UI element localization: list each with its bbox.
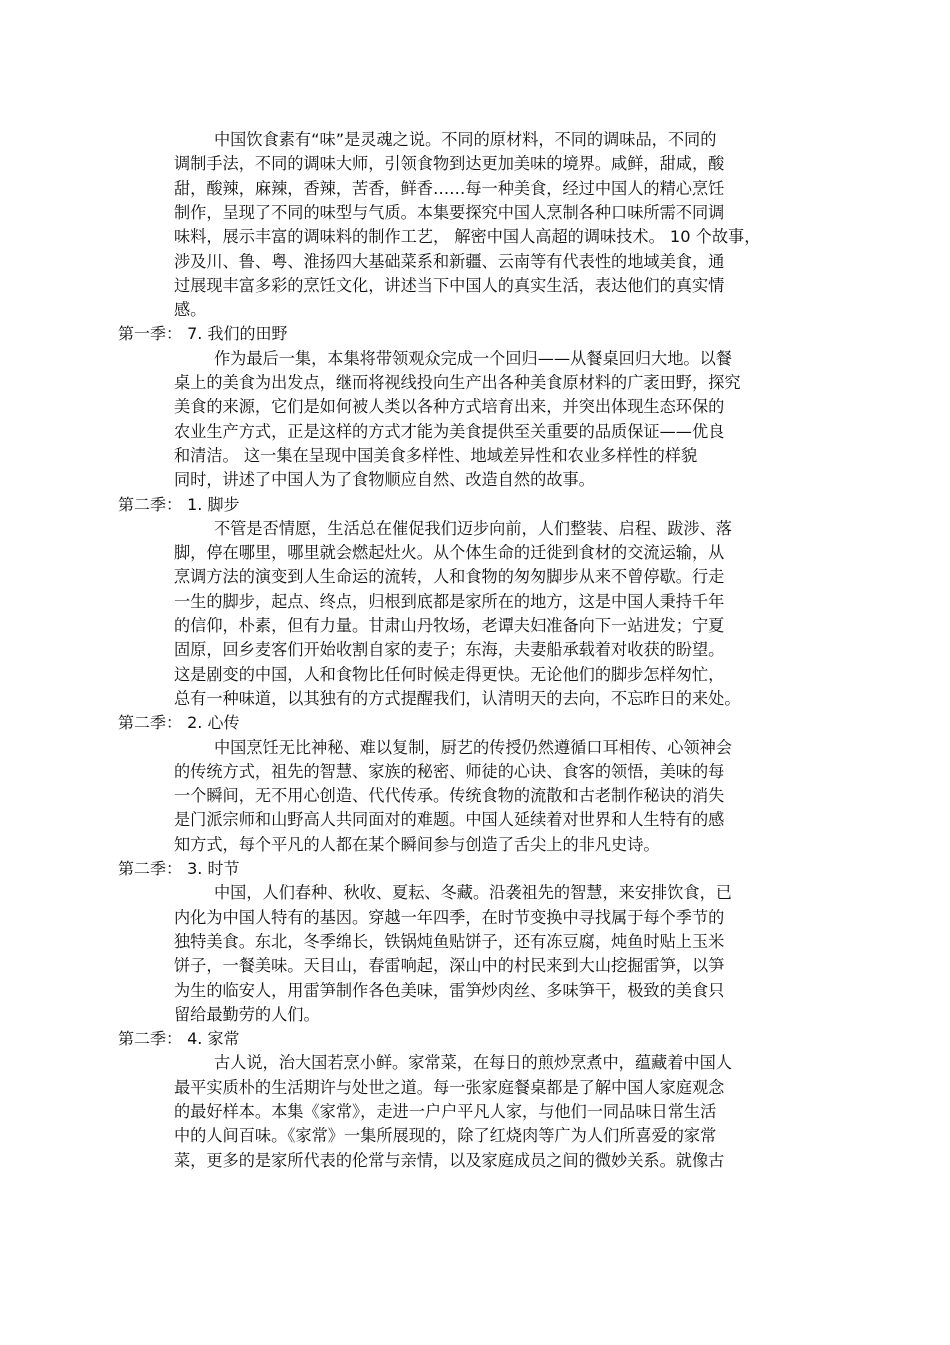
paragraph-line: 饼子，一餐美味。天目山，春雷响起，深山中的村民来到大山挖掘雷笋，以笋 [174, 956, 725, 976]
paragraph-line: 味料，展示丰富的调味料的制作工艺， 解密中国人高超的调味技术。 10 个故事， [174, 227, 761, 247]
paragraph-line: 同时，讲述了中国人为了食物顺应自然、改造自然的故事。 [174, 470, 595, 490]
paragraph-line: 中的人间百味。《家常》一集所展现的，除了红烧肉等广为人们所喜爱的家常 [174, 1126, 717, 1146]
paragraph-line: 是门派宗师和山野高人共同面对的难题。中国人延续着对世界和人生特有的感 [174, 810, 725, 830]
paragraph-line: 的传统方式，祖先的智慧、家族的秘密、师徒的心诀、食客的领悟，美味的每 [174, 761, 725, 781]
paragraph-line: 和清洁。 这一集在呈现中国美食多样性、地域差异性和农业多样性的样貌 [174, 445, 698, 465]
paragraph-line: 这是剧变的中国，人和食物比任何时候走得更快。无论他们的脚步怎样匆忙， [174, 664, 725, 684]
paragraph-line: 内化为中国人特有的基因。穿越一年四季，在时节变换中寻找属于每个季节的 [174, 907, 725, 927]
paragraph-line: 最平实质朴的生活期许与处世之道。每一张家庭餐桌都是了解中国人家庭观念 [174, 1077, 725, 1097]
paragraph-line: 的信仰，朴素，但有力量。甘肃山丹牧场，老谭夫妇准备向下一站进发；宁夏 [174, 616, 725, 635]
paragraph-line: 独特美食。东北，冬季绵长，铁锅炖鱼贴饼子，还有冻豆腐，炖鱼时贴上玉米 [174, 931, 725, 951]
paragraph-line: 不管是否情愿，生活总在催促我们迈步向前，人们整装、启程、跋涉、落 [214, 518, 732, 538]
paragraph-line: 烹调方法的演变到人生命运的流转，人和食物的匆匆脚步从来不曾停歇。行走 [174, 567, 725, 587]
paragraph-line: 美食的来源，它们是如何被人类以各种方式培育出来，并突出体现生态环保的 [174, 397, 725, 417]
paragraph-line: 脚，停在哪里，哪里就会燃起灶火。从个体生命的迁徙到食材的交流运输，从 [174, 543, 725, 563]
paragraph-line: 甜，酸辣，麻辣，香辣，苦香，鲜香……每一种美食，经过中国人的精心烹饪 [174, 178, 725, 198]
paragraph-line: 桌上的美食为出发点，继而将视线投向生产出各种美食原材料的广袤田野，探究 [174, 373, 741, 392]
paragraph-line: 中国饮食素有“味”是灵魂之说。不同的原材料，不同的调味品，不同的 [214, 130, 717, 149]
section-heading: 第二季： 2. 心传 [118, 713, 240, 733]
paragraph-line: 涉及川、鲁、粤、淮扬四大基础菜系和新疆、云南等有代表性的地域美食，通 [174, 251, 725, 271]
paragraph-line: 留给最勤劳的人们。 [174, 1004, 320, 1024]
section-heading: 第二季： 4. 家常 [118, 1029, 240, 1049]
section-heading: 第二季： 3. 时节 [118, 859, 240, 878]
paragraph-line: 知方式，每个平凡的人都在某个瞬间参与创造了舌尖上的非凡史诗。 [174, 834, 660, 854]
paragraph-line: 菜，更多的是家所代表的伦常与亲情，以及家庭成员之间的微妙关系。就像古 [174, 1150, 725, 1170]
paragraph-line: 为生的临安人，用雷笋制作各色美味，雷笋炒肉丝、多味笋干，极致的美食只 [174, 980, 725, 1000]
paragraph-line: 一个瞬间，无不用心创造、代代传承。传统食物的流散和古老制作秘诀的消失 [174, 786, 725, 806]
paragraph-line: 作为最后一集，本集将带领观众完成一个回归——从餐桌回归大地。以餐 [214, 348, 732, 368]
paragraph-line: 中国，人们春种、秋收、夏耘、冬藏。沿袭祖先的智慧，来安排饮食，已 [214, 883, 732, 903]
paragraph-line: 总有一种味道，以其独有的方式提醒我们，认清明天的去向，不忘昨日的来处。 [174, 688, 741, 708]
paragraph-line: 调制手法，不同的调味大师，引领食物到达更加美味的境界。咸鲜，甜咸，酸 [174, 154, 725, 174]
paragraph-line: 农业生产方式，正是这样的方式才能为美食提供至关重要的品质保证——优良 [174, 421, 725, 441]
section-heading: 第一季： 7. 我们的田野 [118, 324, 288, 344]
paragraph-line: 感。 [174, 300, 207, 320]
paragraph-line: 过展现丰富多彩的烹饪文化，讲述当下中国人的真实生活，表达他们的真实情 [174, 275, 725, 295]
paragraph-line: 古人说，治大国若烹小鲜。家常菜，在每日的煎炒烹煮中，蕴藏着中国人 [214, 1053, 732, 1073]
paragraph-line: 的最好样本。本集《家常》，走进一户户平凡人家，与他们一同品味日常生活 [174, 1102, 717, 1121]
paragraph-line: 制作，呈现了不同的味型与气质。本集要探究中国人烹制各种口味所需不同调 [174, 202, 725, 222]
paragraph-line: 中国烹饪无比神秘、难以复制，厨艺的传授仍然遵循口耳相传、心领神会 [214, 737, 732, 757]
paragraph-line: 固原，回乡麦客们开始收割自家的麦子；东海，夫妻船承载着对收获的盼望。 [174, 640, 725, 660]
section-heading: 第二季： 1. 脚步 [118, 494, 240, 514]
paragraph-line: 一生的脚步，起点、终点，归根到底都是家所在的地方，这是中国人秉持千年 [174, 591, 725, 611]
